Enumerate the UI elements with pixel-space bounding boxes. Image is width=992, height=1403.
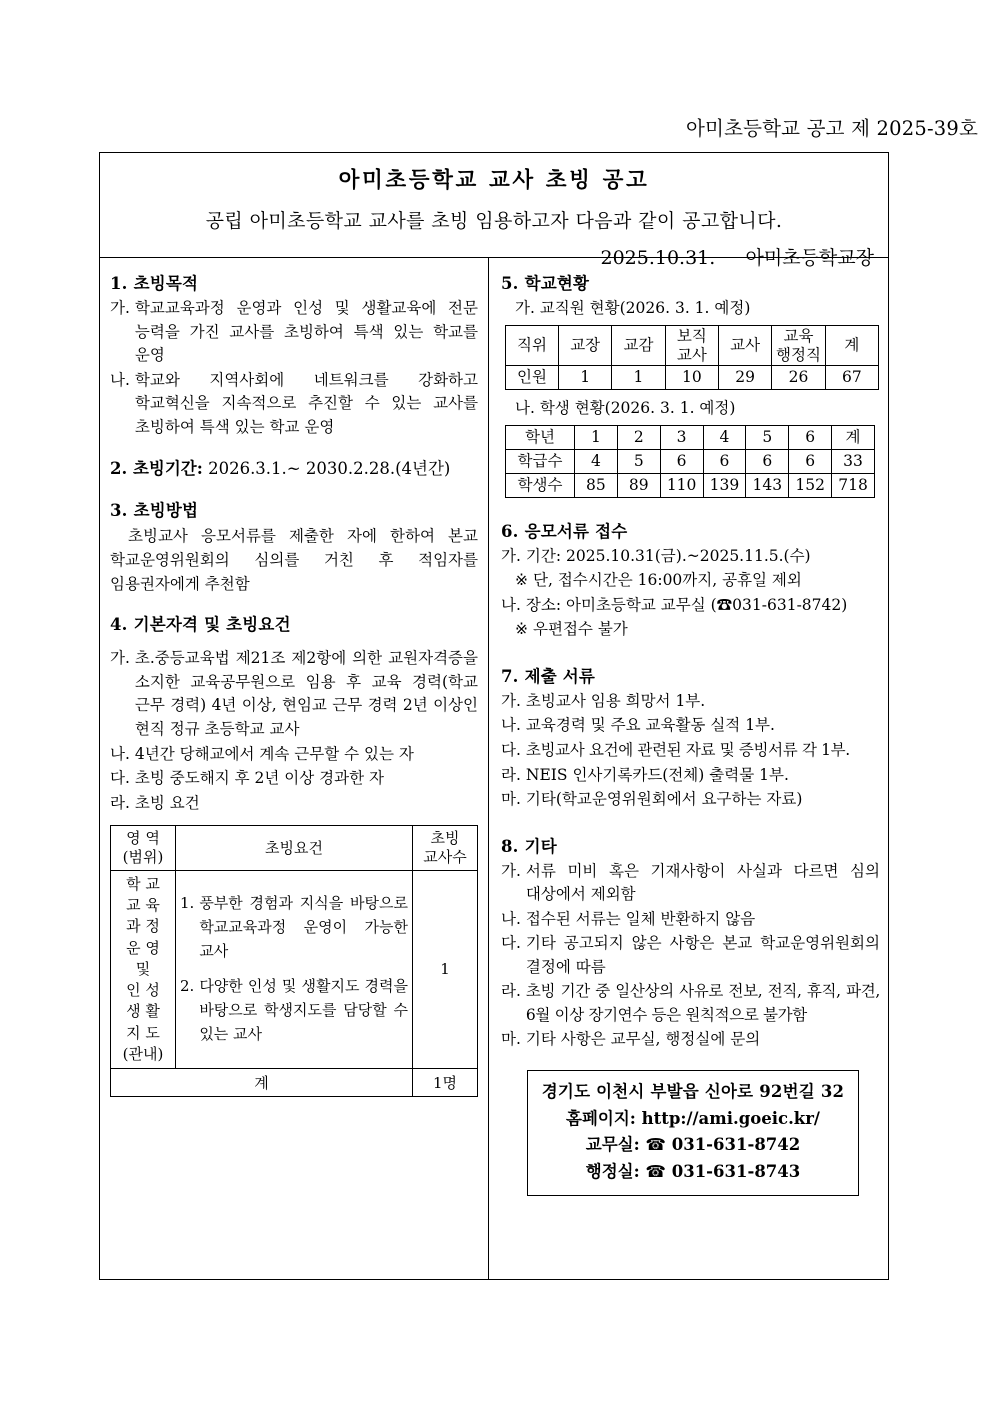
section-8-item-c bbox=[501, 932, 880, 979]
student-table-caption: 나. 학생 현황(2026. 3. 1. 예정) bbox=[515, 398, 736, 417]
contact-box bbox=[527, 1070, 859, 1196]
header-area-line1: 영 역 bbox=[126, 829, 160, 848]
item-marker: 나. bbox=[501, 595, 521, 614]
section-7-item-c bbox=[501, 739, 880, 763]
table-row bbox=[506, 365, 879, 389]
spacer bbox=[501, 813, 880, 833]
left-column bbox=[100, 258, 489, 1279]
telephone-icon: ☎ bbox=[645, 1135, 666, 1155]
item-body: 초빙교사 요건에 관련된 자료 및 증빙서류 각 1부. bbox=[525, 740, 850, 759]
header-principal: 교장 bbox=[559, 326, 612, 366]
section-1-heading: 1. 초빙목적 bbox=[110, 274, 199, 293]
page-subtitle: 공립 아미초등학교 교사를 초빙 임용하고자 다음과 같이 공고합니다. bbox=[205, 210, 783, 232]
admin-phone-number: 031-631-8743 bbox=[671, 1162, 801, 1182]
telephone-icon: ☎ bbox=[645, 1162, 666, 1182]
issuer-name: 아미초등학교장 bbox=[745, 247, 874, 269]
section-7-item-b bbox=[501, 714, 880, 738]
header-grade: 4 bbox=[703, 425, 746, 449]
header-grade: 1 bbox=[575, 425, 618, 449]
section-6-heading: 6. 응모서류 접수 bbox=[501, 521, 628, 541]
item-marker: 마. bbox=[501, 790, 521, 809]
table-header-row bbox=[506, 425, 875, 449]
item-body: 다양한 인성 및 생활지도 경력을 바탕으로 학생지도를 담당할 수 있는 교사 bbox=[199, 977, 408, 1043]
item-marker: 라. bbox=[110, 793, 130, 812]
item-body: NEIS 인사기록카드(전체) 출력물 1부. bbox=[525, 765, 789, 784]
item-marker: 2. bbox=[180, 977, 195, 996]
item-marker: 가. bbox=[501, 691, 521, 710]
item-marker: 라. bbox=[501, 982, 521, 1001]
section-7-item-e bbox=[501, 788, 880, 812]
office-phone-row bbox=[534, 1132, 852, 1159]
spacer bbox=[110, 482, 478, 497]
office-label: 교무실: bbox=[585, 1135, 640, 1155]
total-label: 계 bbox=[111, 1069, 413, 1097]
note-marker: ※ bbox=[515, 620, 528, 639]
header-requirements: 초빙요건 bbox=[176, 826, 413, 871]
cell-requirements bbox=[176, 870, 413, 1069]
staff-status-table bbox=[505, 325, 879, 389]
item-marker: 나. bbox=[110, 370, 130, 389]
section-4-item-b bbox=[110, 743, 478, 767]
row-label-position: 직위 bbox=[506, 326, 559, 366]
row-label-headcount: 인원 bbox=[506, 365, 559, 389]
item-marker: 다. bbox=[501, 740, 521, 759]
section-3-heading: 3. 초빙방법 bbox=[110, 501, 199, 521]
section-4-heading: 4. 기본자격 및 초빙요건 bbox=[110, 615, 291, 635]
header-area-line2: (범위) bbox=[122, 847, 164, 866]
requirement-item-2 bbox=[180, 975, 408, 1046]
header-line1: 교육 bbox=[783, 327, 814, 346]
area-line: 생 활 bbox=[126, 1002, 160, 1021]
header-line2: 행정직 bbox=[776, 345, 821, 364]
area-line: 과 정 bbox=[126, 917, 160, 936]
note-body: 우편접수 불가 bbox=[533, 620, 628, 639]
item-marker: 가. bbox=[501, 546, 521, 565]
section-2-label: 2. 초빙기간: bbox=[110, 459, 203, 479]
item-marker: 가. bbox=[110, 299, 130, 317]
item-marker: 나. bbox=[501, 716, 521, 735]
header-grade: 2 bbox=[617, 425, 660, 449]
requirement-item-1 bbox=[180, 892, 408, 963]
item-marker: 라. bbox=[501, 765, 521, 784]
office-phone-number: 031-631-8742 bbox=[671, 1135, 801, 1155]
title-block bbox=[100, 153, 888, 269]
item-body: 초빙교사 임용 희망서 1부. bbox=[525, 691, 706, 710]
requirements-table bbox=[110, 825, 478, 1097]
spacer bbox=[501, 498, 880, 518]
item-marker: 마. bbox=[501, 1030, 521, 1049]
cell-value: 10 bbox=[665, 365, 718, 389]
staff-table-caption: 가. 교직원 현황(2026. 3. 1. 예정) bbox=[515, 299, 751, 317]
note-body: 단, 접수시간은 16:00까지, 공휴일 제외 bbox=[533, 571, 802, 590]
item-body: 학교교육과정 운영과 인성 및 생활교육에 전문 능력을 가진 교사를 초빙하여 특색 있는 학교를 운영 bbox=[134, 299, 478, 365]
item-body: 기타(학교운영위원회에서 요구하는 자료) bbox=[525, 790, 803, 809]
announcement-frame bbox=[99, 152, 889, 1280]
header-teacher: 교사 bbox=[718, 326, 771, 366]
header-count-line2: 교사수 bbox=[423, 847, 467, 866]
table-header-row bbox=[111, 826, 478, 871]
homepage-label: 홈페이지: bbox=[566, 1108, 636, 1128]
note-marker: ※ bbox=[515, 571, 528, 590]
cell-value: 29 bbox=[718, 365, 771, 389]
area-line: 운 영 bbox=[126, 938, 160, 957]
section-5-heading: 5. 학교현황 bbox=[501, 274, 590, 293]
item-body: 4년간 당해교에서 계속 근무할 수 있는 자 bbox=[134, 744, 414, 763]
header-line1: 보직 bbox=[676, 327, 707, 346]
homepage-url[interactable]: http://ami.goeic.kr/ bbox=[641, 1108, 820, 1128]
header-grade: 5 bbox=[746, 425, 789, 449]
cell-value: 89 bbox=[617, 473, 660, 497]
section-8-heading: 8. 기타 bbox=[501, 836, 557, 856]
header-grade: 6 bbox=[789, 425, 832, 449]
cell-value: 1 bbox=[559, 365, 612, 389]
cell-value: 5 bbox=[617, 449, 660, 473]
section-7-item-a bbox=[501, 690, 880, 714]
header-head-teacher bbox=[665, 326, 718, 366]
item-marker: 가. bbox=[501, 861, 521, 880]
cell-value: 139 bbox=[703, 473, 746, 497]
header-count bbox=[413, 826, 478, 871]
section-8-item-d bbox=[501, 980, 880, 1027]
cell-area bbox=[111, 870, 176, 1069]
table-total-row bbox=[111, 1069, 478, 1097]
section-8-item-a bbox=[501, 860, 880, 907]
item-body: 풍부한 경험과 지식을 바탕으로 학교교육과정 운영이 가능한 교사 bbox=[199, 894, 408, 960]
item-body: 기타 공고되지 않은 사항은 본교 학교운영위원회의 결정에 따름 bbox=[525, 934, 880, 976]
item-marker: 1. bbox=[180, 894, 195, 913]
row-label-classes: 학급수 bbox=[506, 449, 575, 473]
item-body: 장소: 아미초등학교 교무실 (☎031-631-8742) bbox=[525, 595, 848, 614]
table-row bbox=[111, 870, 478, 1069]
table-header-row bbox=[506, 326, 879, 366]
item-body: 학교와 지역사회에 네트워크를 강화하고 학교혁신을 지속적으로 추진할 수 있는 교사를 초빙하여 특색 있는 학교 운영 bbox=[134, 370, 478, 436]
total-value: 1명 bbox=[413, 1069, 478, 1097]
section-4-item-a bbox=[110, 647, 478, 741]
announce-date: 2025.10.31. bbox=[600, 247, 716, 269]
cell-value: 1 bbox=[612, 365, 665, 389]
item-marker: 나. bbox=[501, 909, 521, 928]
section-2-value: 2026.3.1.~ 2030.2.28.(4년간) bbox=[202, 459, 451, 479]
item-body: 기타 사항은 교무실, 행정실에 문의 bbox=[525, 1030, 761, 1049]
cell-value-total: 33 bbox=[832, 449, 875, 473]
area-line: 인 성 bbox=[126, 981, 160, 1000]
header-area bbox=[111, 826, 176, 871]
item-body: 교육경력 및 주요 교육활동 실적 1부. bbox=[525, 716, 775, 735]
cell-value: 6 bbox=[789, 449, 832, 473]
item-body: 서류 미비 혹은 기재사항이 사실과 다르면 심의 대상에서 제외함 bbox=[525, 861, 880, 904]
item-body: 접수된 서류는 일체 반환하지 않음 bbox=[525, 909, 756, 928]
item-body: 기간: 2025.10.31(금).~2025.11.5.(수) bbox=[525, 546, 811, 565]
header-vice-principal: 교감 bbox=[612, 326, 665, 366]
student-status-table bbox=[505, 425, 875, 498]
admin-label: 행정실: bbox=[585, 1162, 640, 1182]
cell-value: 110 bbox=[660, 473, 703, 497]
spacer bbox=[501, 643, 880, 663]
section-3-paragraph: 초빙교사 응모서류를 제출한 자에 한하여 본교 학교운영위원회의 심의를 거친 후 적임자를 임용권자에게 추천함 bbox=[110, 527, 478, 594]
cell-value: 26 bbox=[772, 365, 825, 389]
spacer bbox=[110, 440, 478, 455]
area-line: 교 육 bbox=[126, 895, 160, 914]
section-1-item-a bbox=[110, 297, 478, 368]
cell-value: 6 bbox=[660, 449, 703, 473]
row-label-students: 학생수 bbox=[506, 473, 575, 497]
header-grade-total: 계 bbox=[832, 425, 875, 449]
cell-value: 6 bbox=[703, 449, 746, 473]
item-body: 초빙 중도해지 후 2년 이상 경과한 자 bbox=[134, 769, 384, 788]
cell-value-total: 718 bbox=[832, 473, 875, 497]
spacer bbox=[110, 596, 478, 611]
section-6-item-b bbox=[501, 594, 880, 618]
cell-value: 152 bbox=[789, 473, 832, 497]
area-line: 및 bbox=[135, 959, 151, 978]
section-8-item-b bbox=[501, 908, 880, 932]
item-body: 초.중등교육법 제21조 제2항에 의한 교원자격증을 소지한 교육공무원으로 임용 후 교육 경력(학교 근무 경력) 4년 이상, 현임교 근무 경력 2년 이상인 현직 정규 초등학교 교사 bbox=[134, 649, 478, 738]
row-label-grade: 학년 bbox=[506, 425, 575, 449]
area-line: 학 교 bbox=[126, 874, 160, 893]
cell-value: 85 bbox=[575, 473, 618, 497]
item-marker: 다. bbox=[501, 934, 521, 953]
cell-value: 4 bbox=[575, 449, 618, 473]
header-admin-staff bbox=[772, 326, 825, 366]
section-7-item-d bbox=[501, 764, 880, 788]
homepage-row bbox=[534, 1106, 852, 1133]
spacer bbox=[110, 638, 478, 647]
cell-value: 67 bbox=[825, 365, 878, 389]
item-marker: 가. bbox=[110, 649, 130, 668]
header-total: 계 bbox=[825, 326, 878, 366]
section-4-item-d bbox=[110, 792, 478, 816]
item-body: 초빙 기간 중 일산상의 사유로 전보, 전직, 휴직, 파견, 6월 이상 장기연수 등은 원칙적으로 불가함 bbox=[525, 982, 880, 1024]
header-grade: 3 bbox=[660, 425, 703, 449]
section-2-heading bbox=[110, 455, 478, 479]
section-6-note-2 bbox=[501, 618, 880, 642]
section-8-item-e bbox=[501, 1028, 880, 1052]
table-row bbox=[506, 473, 875, 497]
header-count-line1: 초빙 bbox=[430, 829, 460, 848]
page-title: 아미초등학교 교사 초빙 공고 bbox=[338, 168, 650, 193]
admin-phone-row bbox=[534, 1159, 852, 1186]
area-line: (관내) bbox=[122, 1045, 164, 1064]
item-marker: 나. bbox=[110, 744, 130, 763]
section-1-item-b bbox=[110, 369, 478, 440]
table-row bbox=[506, 449, 875, 473]
cell-count: 1 bbox=[413, 870, 478, 1069]
cell-value: 143 bbox=[746, 473, 789, 497]
right-column bbox=[489, 258, 888, 1279]
section-7-heading: 7. 제출 서류 bbox=[501, 666, 596, 686]
spacer bbox=[180, 963, 408, 975]
section-6-note-1 bbox=[501, 569, 880, 593]
header-line2: 교사 bbox=[676, 345, 707, 364]
item-marker: 다. bbox=[110, 769, 130, 788]
item-body: 초빙 요건 bbox=[134, 793, 200, 812]
school-address: 경기도 이천시 부발읍 신아로 92번길 32 bbox=[541, 1081, 845, 1101]
document-number: 아미초등학교 공고 제 2025-39호 bbox=[686, 117, 978, 140]
section-4-item-c bbox=[110, 767, 478, 791]
cell-value: 6 bbox=[746, 449, 789, 473]
area-line: 지 도 bbox=[126, 1023, 160, 1042]
section-6-item-a bbox=[501, 545, 880, 569]
